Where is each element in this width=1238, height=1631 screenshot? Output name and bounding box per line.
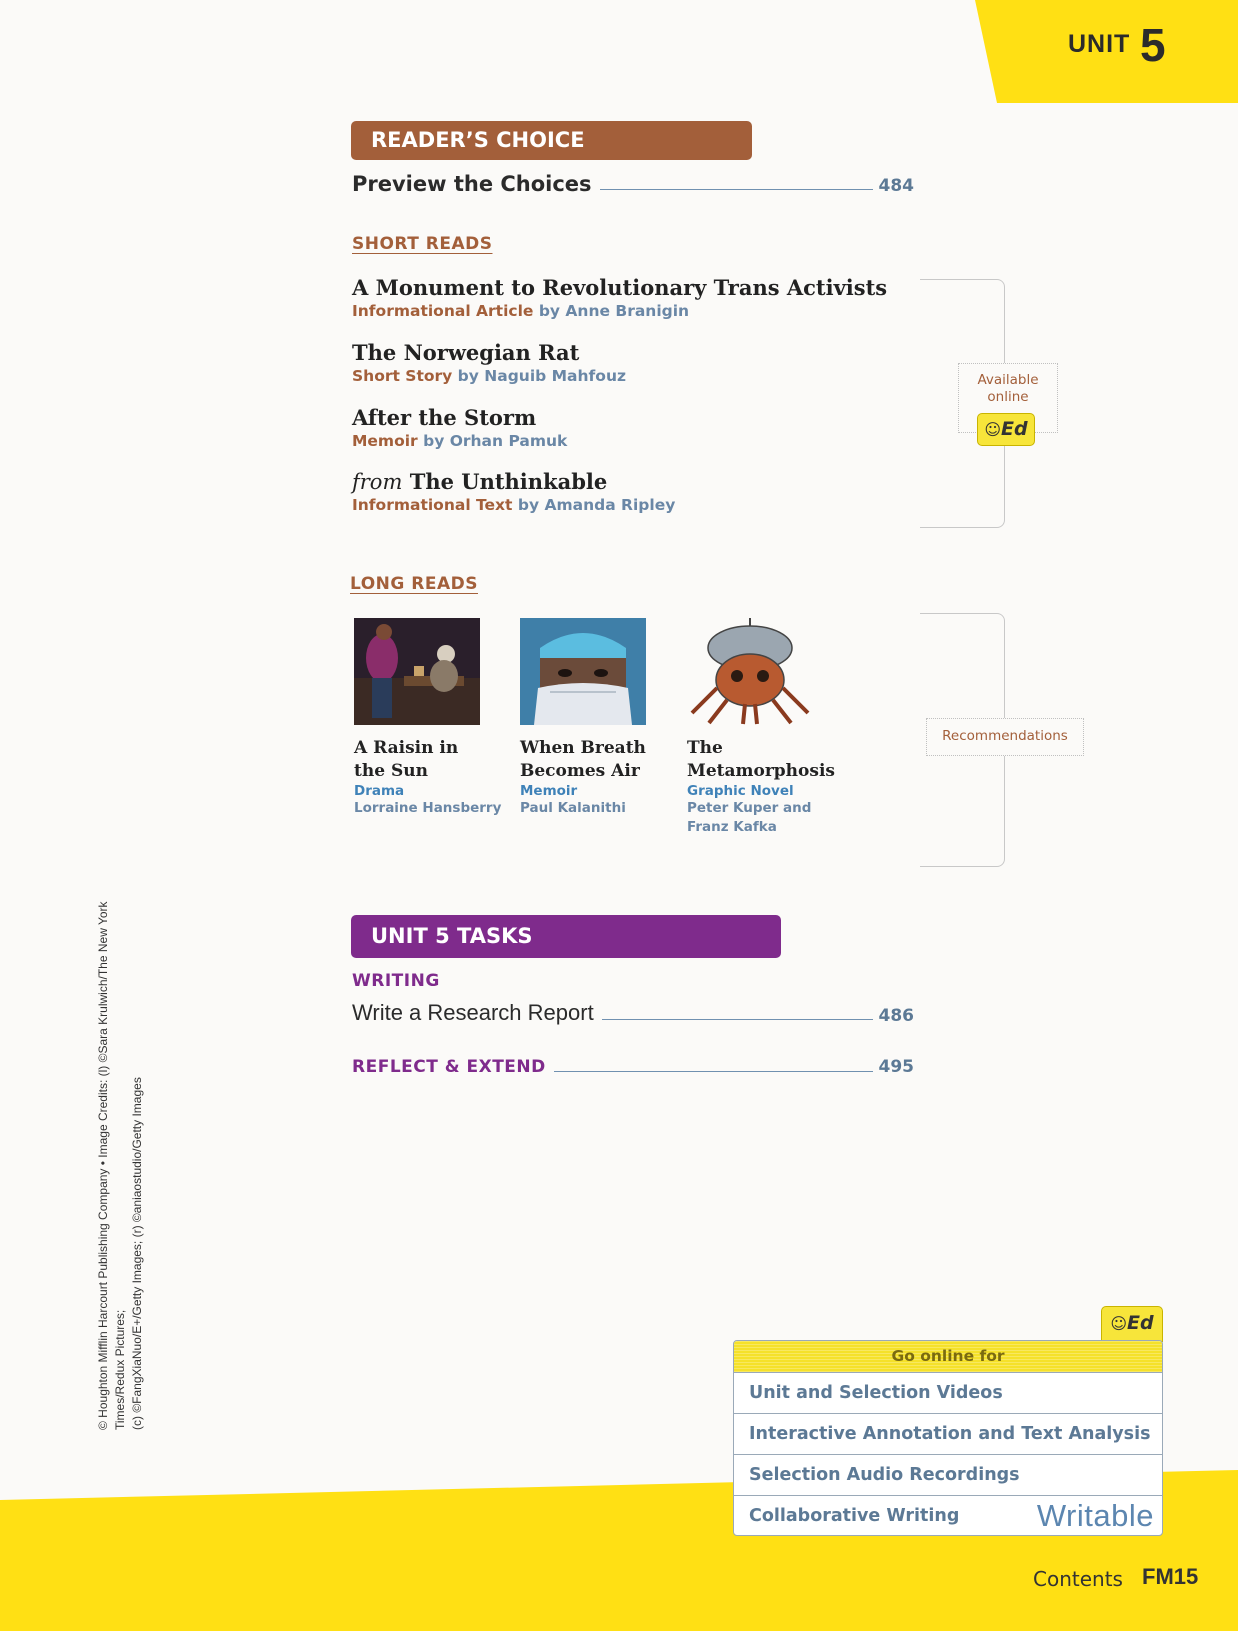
toc-entry-preview[interactable] [352, 172, 914, 196]
short-read-item[interactable] [352, 340, 626, 385]
long-read-item[interactable] [354, 737, 504, 818]
footer-page-number: FM15 [1142, 1564, 1199, 1589]
long-read-title-line: When Breath [520, 738, 646, 758]
selection-genre: Informational Article [352, 302, 534, 320]
selection-title: The Norwegian Rat [352, 340, 580, 365]
toc-page-number: 495 [878, 1057, 914, 1077]
long-read-title-line: Metamorphosis [687, 761, 835, 781]
short-reads-heading: SHORT READS [352, 234, 493, 254]
long-read-genre: Memoir [520, 783, 578, 799]
credits-line: (c) ©FangXiaNuo/E+/Getty Images; (r) ©aniaostudio/Getty Images [130, 1077, 144, 1430]
toc-entry-research-report[interactable] [352, 1000, 914, 1026]
online-link-label: Interactive Annotation and Text Analysis [749, 1424, 1151, 1444]
writing-heading: WRITING [352, 971, 440, 991]
metamorphosis-image[interactable] [687, 618, 813, 725]
available-online-label: Available online [977, 372, 1039, 405]
long-read-genre: Graphic Novel [687, 783, 794, 799]
short-read-item[interactable] [352, 275, 887, 320]
selection-title: The Unthinkable [409, 469, 608, 494]
selection-genre: Short Story [352, 367, 453, 385]
toc-title: Preview the Choices [352, 172, 592, 196]
selection-author: by Naguib Mahfouz [457, 367, 626, 385]
writable-logo: Writable [1036, 1498, 1154, 1533]
online-link-collaborative-writing[interactable] [734, 1496, 1162, 1536]
long-read-genre: Drama [354, 783, 405, 799]
toc-title: REFLECT & EXTEND [352, 1057, 546, 1077]
selection-title: A Monument to Revolutionary Trans Activists [352, 275, 888, 300]
go-online-heading: Go online for [734, 1341, 1162, 1373]
unit-label: UNIT [1068, 30, 1131, 58]
selection-author: by Orhan Pamuk [423, 432, 568, 450]
long-read-title-line: the Sun [354, 761, 428, 781]
online-link-label: Collaborative Writing [749, 1506, 960, 1526]
online-link-audio[interactable] [734, 1455, 1162, 1496]
long-reads-heading: LONG READS [350, 574, 478, 594]
selection-title: After the Storm [352, 405, 537, 430]
footer-contents-label: Contents [1033, 1567, 1123, 1591]
short-read-item[interactable] [352, 405, 567, 450]
ed-badge[interactable] [1101, 1306, 1163, 1342]
unit-number: 5 [1140, 19, 1166, 71]
ed-badge-label: Ed [1127, 1312, 1154, 1334]
toc-page-number: 486 [878, 1006, 914, 1026]
long-read-author: Lorraine Hansberry [354, 800, 502, 816]
from-prefix: from [352, 470, 403, 494]
ed-badge[interactable] [977, 413, 1035, 446]
long-read-author: Peter Kuper and [687, 800, 812, 816]
go-online-box [733, 1340, 1163, 1536]
toc-entry-reflect-extend[interactable] [352, 1057, 914, 1077]
selection-author: by Anne Branigin [538, 302, 690, 320]
leader-rule [602, 1019, 873, 1020]
short-read-item[interactable] [352, 469, 675, 514]
selection-author: by Amanda Ripley [517, 496, 676, 514]
readers-choice-band: READER’S CHOICE [351, 121, 752, 160]
online-link-label: Selection Audio Recordings [749, 1465, 1020, 1485]
recommendations-callout: Recommendations [926, 718, 1084, 756]
selection-genre: Informational Text [352, 496, 513, 514]
smile-icon: ☺ [1110, 1314, 1128, 1333]
long-read-title-line: Becomes Air [520, 761, 640, 781]
leader-rule [600, 189, 873, 190]
credits-line: © Houghton Mifflin Harcourt Publishing Company • Image Credits: (l) ©Sara Krulwich/The New York Times/Redux Pictures; [96, 901, 127, 1430]
long-read-author: Franz Kafka [687, 819, 777, 835]
online-link-annotation[interactable] [734, 1414, 1162, 1455]
toc-page-number: 484 [878, 176, 914, 196]
image-credits [95, 870, 146, 1430]
online-link-label: Unit and Selection Videos [749, 1383, 1003, 1403]
online-link-videos[interactable] [734, 1373, 1162, 1414]
smile-icon: ☺ [984, 420, 1002, 439]
leader-rule [554, 1071, 873, 1072]
raisin-in-the-sun-image[interactable] [354, 618, 480, 725]
long-read-title-line: The [687, 738, 723, 758]
ed-badge-label: Ed [1001, 418, 1028, 440]
long-read-author: Paul Kalanithi [520, 800, 626, 816]
selection-genre: Memoir [352, 432, 418, 450]
long-read-item[interactable] [687, 737, 867, 837]
long-read-item[interactable] [520, 737, 670, 818]
long-read-title-line: A Raisin in [354, 738, 459, 758]
unit-tasks-band: UNIT 5 TASKS [351, 915, 781, 958]
when-breath-becomes-air-image[interactable] [520, 618, 646, 725]
toc-title: Write a Research Report [352, 1000, 594, 1025]
